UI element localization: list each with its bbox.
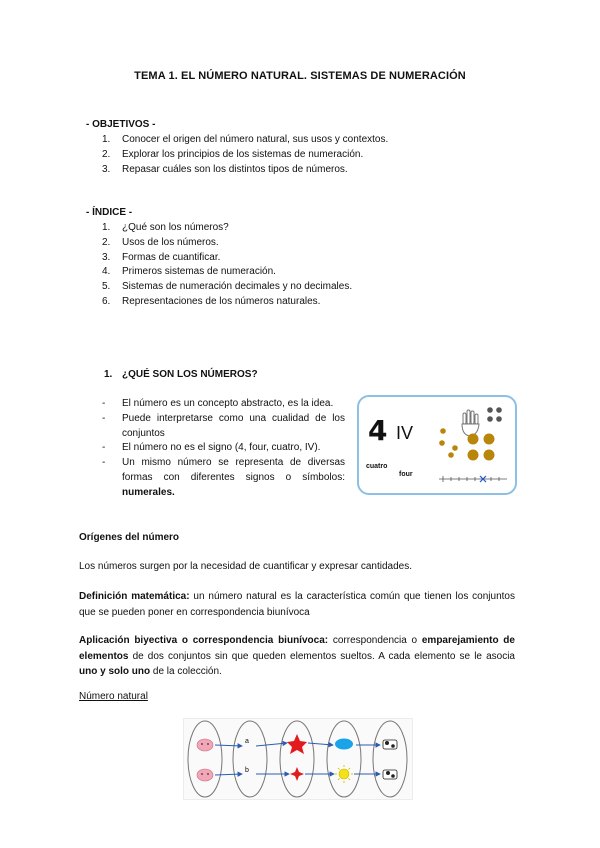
gold-large-dots xyxy=(468,434,495,461)
roman-four: IV xyxy=(396,423,414,443)
sun-icon xyxy=(335,765,353,783)
digit-four: 4 xyxy=(368,414,388,447)
list-item: - Un mismo número se representa de diversas formas con diferentes signos o símbolos: numerales. xyxy=(102,456,345,500)
word-cuatro: cuatro xyxy=(366,463,388,470)
number-line xyxy=(439,476,507,482)
origenes-heading: Orígenes del número xyxy=(79,532,180,543)
origenes-paragraph: Los números surgen por la necesidad de cuantificar y expresar cantidades. xyxy=(79,561,412,572)
number-four-figure xyxy=(357,395,517,495)
gray-dots xyxy=(487,407,502,422)
section1-heading: ¿QUÉ SON LOS NÚMEROS? xyxy=(122,369,258,380)
section1-number: 1. xyxy=(104,369,113,380)
letter-a: a xyxy=(245,738,249,745)
star-icon xyxy=(287,734,307,754)
figure-graphics xyxy=(359,397,515,493)
list-item: - Puede interpretarse como una cualidad de los conjuntos xyxy=(102,412,345,442)
numero-natural-heading: Número natural xyxy=(79,691,148,702)
aplicacion-paragraph: Aplicación biyectiva o correspondencia biunívoca: correspondencia o emparejamiento de elementos de dos conjuntos sin que queden elementos sueltos. A cada elemento se le asocia uno y solo uno de la colección. xyxy=(79,635,515,677)
definicion-paragraph: Definición matemática: un número natural es la característica común que tienen los conjuntos que se pueden poner en correspondencia biunívoca xyxy=(79,591,515,618)
set-ellipses xyxy=(188,721,407,797)
pig-icon xyxy=(197,739,213,781)
star-small-icon xyxy=(290,767,304,781)
cow-icon xyxy=(383,740,397,779)
gold-small-dots xyxy=(439,428,458,458)
list-item: - El número no es el signo (4, four, cuatro, IV). xyxy=(102,441,345,456)
cloud-icon xyxy=(335,739,353,750)
word-four: four xyxy=(399,471,413,478)
page-title: TEMA 1. EL NÚMERO NATURAL. SISTEMAS DE NUMERACIÓN xyxy=(134,70,466,82)
list-item: - El número es un concepto abstracto, es la idea. xyxy=(102,397,345,412)
objetivos-heading: - OBJETIVOS - xyxy=(86,119,156,130)
hand-icon xyxy=(462,410,479,436)
letter-b: b xyxy=(245,767,249,774)
indice-heading: - ÍNDICE - xyxy=(86,207,133,218)
section1-bullets xyxy=(102,397,345,501)
bijection-diagram xyxy=(183,718,413,800)
